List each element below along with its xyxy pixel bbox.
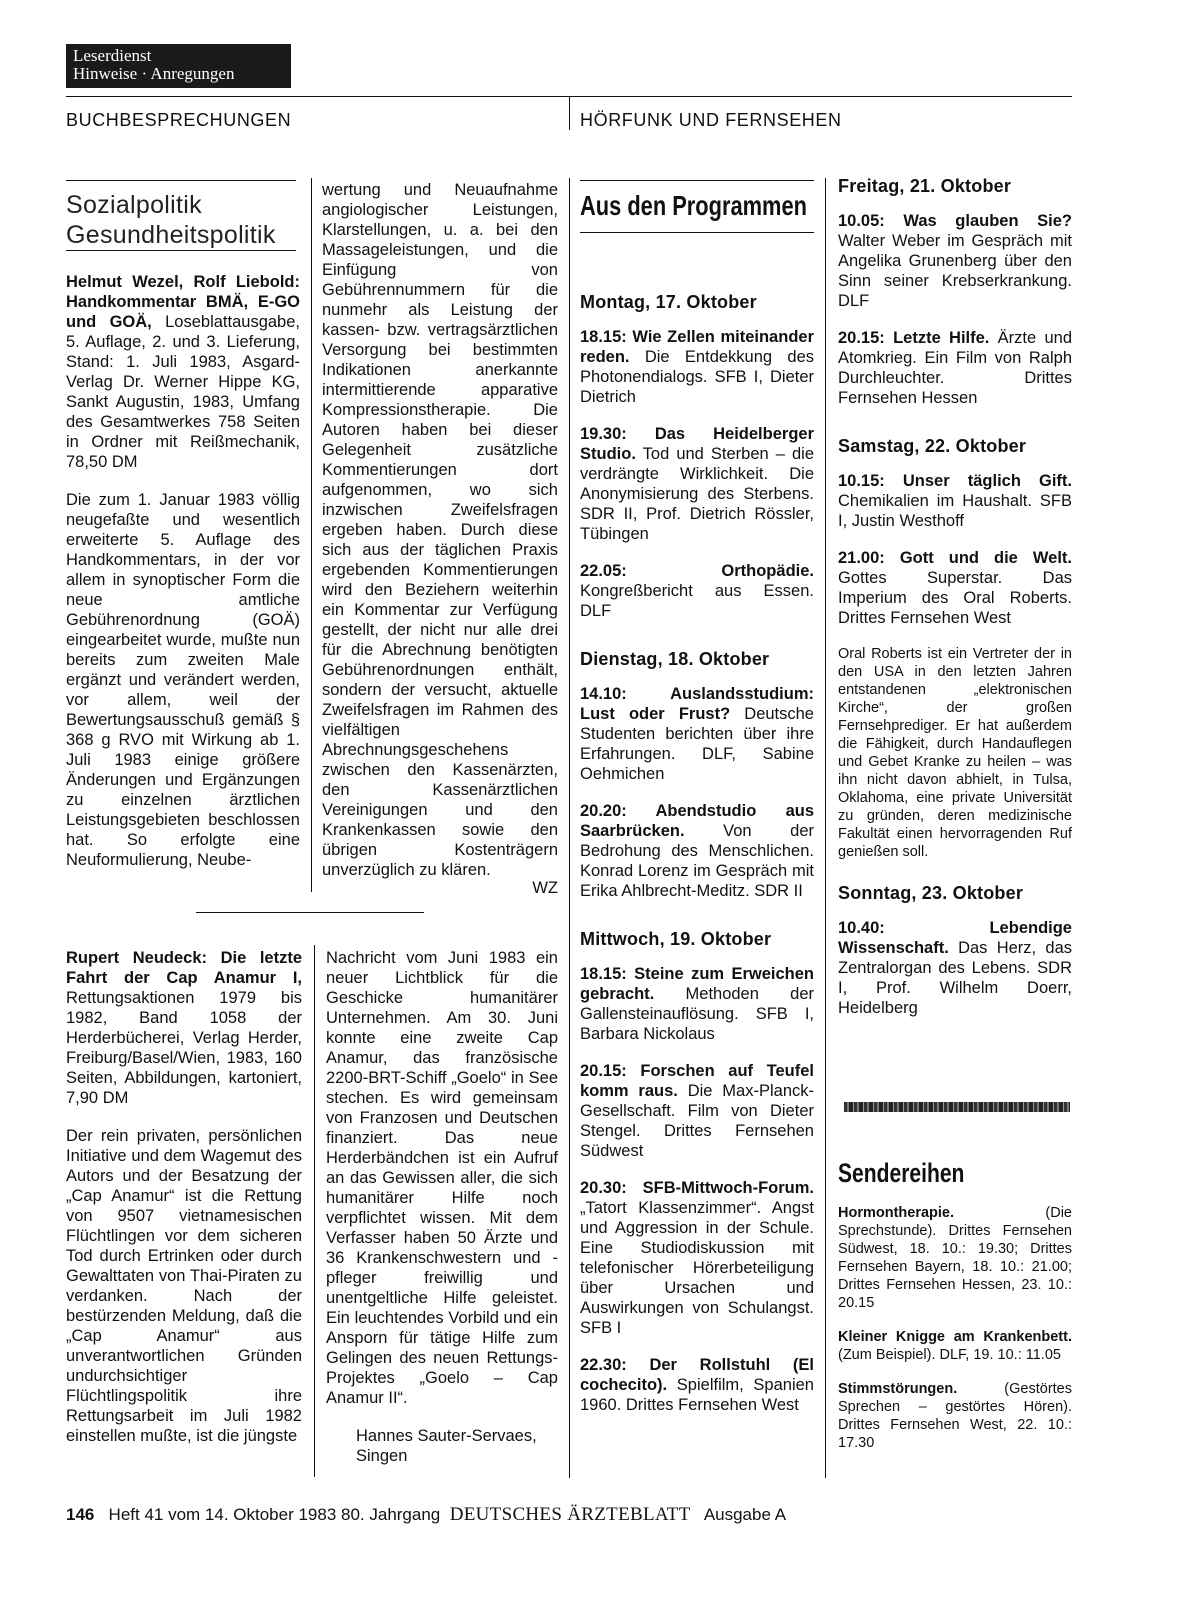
programme-entry	[580, 327, 814, 407]
review2-citation	[66, 948, 302, 1108]
review2-citation-rest: Rettungsaktionen 1979 bis 1982, Band 1058 der Herderbücherei, Verlag Herder, Freiburg/Basel/Wien, 1983, 160 Seiten, Abbildungen, kartoniert, 7,90 DM	[66, 989, 302, 1107]
programme-entry-text: Von der Bedrohung des Menschlichen. Konrad Lorenz im Gespräch mit Erika Ahlbrecht-Meditz. SDR II	[580, 822, 814, 900]
column-divider-review2	[314, 945, 315, 1477]
programme-entry-title: 14.10: Auslandsstudium: Lust oder Frust?	[580, 685, 814, 723]
review2-author-line1: Hannes Sauter-Servaes,	[356, 1427, 537, 1445]
column-divider-review1	[311, 178, 312, 892]
programme-entry	[580, 561, 814, 621]
programme-entry-title: 20.15: Letzte Hilfe.	[838, 329, 990, 347]
programme-entry	[580, 1355, 814, 1415]
day-heading: Freitag, 21. Oktober	[838, 176, 1012, 196]
programme-entry-title: 10.15: Unser täglich Gift.	[838, 472, 1072, 490]
series-item-text: (Die Sprechstunde). Drittes Fernsehen Südwest, 18. 10.: 19.30; Drittes Fernsehen Bayern, 18. 10.: 21.00; Drittes Fernsehen Hessen, 23. 10.: 20.15	[838, 1205, 1072, 1311]
series-ornament-bar	[844, 1102, 1070, 1112]
programmes-column2	[838, 176, 1072, 1035]
programme-entry-title: 18.15: Wie Zellen miteinander reden.	[580, 328, 814, 366]
programme-entry-text: Deutsche Studenten berichten über ihre Erfahrungen. DLF, Sabine Oehmichen	[580, 705, 814, 783]
programme-entry-text: Kongreßbericht aus Essen. DLF	[580, 582, 814, 620]
programme-entry	[838, 211, 1072, 311]
programme-entry-title: 18.15: Steine zum Erweichen gebracht.	[580, 965, 814, 1003]
series-item-text: (Gestörtes Sprechen – gestörtes Hören). Drittes Fernsehen West, 22. 10.: 17.30	[838, 1381, 1072, 1451]
programme-entry-text: Gottes Superstar. Das Imperium des Oral Roberts. Drittes Fernsehen West	[838, 569, 1072, 627]
programme-entry	[838, 471, 1072, 531]
programme-entry-sunday	[838, 918, 1072, 1018]
programme-entry-title: 20.15: Forschen auf Teufel komm raus.	[580, 1062, 814, 1100]
review1-heading	[66, 190, 306, 250]
programme-entry-text: Das Herz, das Zentralorgan des Lebens. SDR I, Prof. Wilhelm Doerr, Heidelberg	[838, 939, 1072, 1017]
programmes-top-rule	[580, 180, 814, 181]
programme-entry-text: Spielfilm, Spanien 1960. Drittes Fernsehen West	[580, 1376, 814, 1414]
badge-line2: Hinweise · Anregungen	[73, 64, 235, 83]
review2-author-line2: Singen	[356, 1447, 408, 1465]
programme-entry	[838, 328, 1072, 408]
programme-entry	[580, 801, 814, 901]
footer	[66, 1504, 786, 1526]
programme-entry	[580, 424, 814, 544]
day-heading-sunday: Sonntag, 23. Oktober	[838, 883, 1024, 903]
programme-entry-title: 22.05: Orthopädie.	[580, 562, 814, 580]
review1-body-col2: wertung und Neuaufnahme angiologischer Leistungen, Klarstellungen, u. a. bei den Massageleistungen, und die Einfügung von Gebührennummern für die nunmehr als Leistung der kassen- bzw. vertragsärztlichen Versorgung bei bestimmten Indikationen anerkannte intermittierende apparative Kompressionstherapie. Die Autoren haben bei dieser Gelegenheit zusätzliche Kommentierungen dort aufgenommen, wo sich inzwischen Zweifelsfragen ergeben haben. Durch diese sich aus der täglichen Praxis ergebenden Kommentierungen wird den Beziehern weiterhin ein Kommentar zur Verfügung gestellt, der nicht nur alle drei für die Abrechnung benötigten Gebührenordnungen enthält, sondern der versucht, aktuelle Zweifelsfragen im Rahmen des vielfältigen Abrechnungsgeschehens zwischen den Kassenärzten, den Kassenärztlichen Vereinigungen und den Krankenkassen sowie den übrigen Kostenträgern unverzüglich zu klären.	[322, 181, 558, 879]
programmes-column2-days	[838, 176, 1072, 628]
page-number: 146	[66, 1505, 95, 1524]
review-separator	[196, 912, 424, 913]
review2-column1	[66, 948, 302, 1464]
series-item	[838, 1204, 1072, 1312]
series-list	[838, 1204, 1072, 1468]
review1-citation-bold: Helmut Wezel, Rolf Liebold: Handkommentar BMÄ, E-GO und GOÄ,	[66, 273, 300, 331]
review1-column1	[66, 272, 300, 888]
programme-entry	[838, 548, 1072, 628]
issue-info: Heft 41 vom 14. Oktober 1983 80. Jahrgang	[108, 1505, 441, 1524]
leserdienst-badge	[66, 44, 291, 88]
section-title-left: BUCHBESPRECHUNGEN	[66, 110, 292, 130]
programme-entry	[580, 684, 814, 784]
programme-entry-title: 21.00: Gott und die Welt.	[838, 549, 1072, 567]
programme-entry-text: Die Max-Planck-Gesellschaft. Film von Dieter Stengel. Drittes Fernsehen Südwest	[580, 1082, 814, 1160]
review2-body-col2: Nachricht vom Juni 1983 ein neuer Lichtblick für die Geschicke humanitärer Unternehmen. Am 30. Juni konnte eine zweite Cap Anamur, das französische 2200-BRT-Schiff „Goelo“ in See stechen. Es wird gemeinsam von Franzosen und Deutschen finanziert. Das neue Herderbändchen ist ein Aufruf an das Gewissen aller, die sich humanitärer Hilfe noch verpflichtet wissen. Mit dem Verfasser haben 50 Ärzte und 36 Krankenschwestern und -pfleger freiwillig und unentgeltliche Hilfe geleistet. Ein leuchtendes Vorbild und ein Ansporn für tätige Hilfe zum Gelingen des neuen Rettungs-Projektes „Goelo – Cap Anamur II“.	[326, 949, 558, 1407]
review1-heading-rule	[66, 250, 296, 251]
series-item-text: (Zum Beispiel). DLF, 19. 10.: 11.05	[838, 1347, 1061, 1363]
series-heading: Sendereihen	[838, 1158, 965, 1188]
programme-entry-title: 10.40: Lebendige Wissenschaft.	[838, 919, 1072, 957]
programme-entry-title: 10.05: Was glauben Sie?	[838, 212, 1072, 230]
oral-roberts-note: Oral Roberts ist ein Vertreter der in den USA in den letzten Jahren entstandenen „elektronischen Kirche“, der großen Fernsehprediger. Er hat außerdem die Fähigkeit, durch Handauflegen und Gebet Kranke zu heilen – was ihn nicht davon abhielt, in Tulsa, Oklahoma, eine private Universität zu gründen, deren medizinische Fakultät einen hervorragenden Ruf genießen soll.	[838, 646, 1072, 860]
series-item	[838, 1380, 1072, 1452]
programme-entry	[580, 1178, 814, 1338]
series-item	[838, 1328, 1072, 1364]
column-divider-main	[569, 178, 570, 1478]
review1-citation-rest: Loseblattausgabe, 5. Auflage, 2. und 3. Lieferung, Stand: 1. Juli 1983, Asgard-Verlag Dr. Werner Hippe KG, Sankt Augustin, 1983, Umfang des Gesamtwerkes 758 Seiten in Ordner mit Reißmechanik, 78,50 DM	[66, 313, 300, 471]
programmes-heading-rule	[580, 232, 814, 233]
day-heading: Mittwoch, 19. Oktober	[580, 929, 772, 949]
magazine-title: DEUTSCHES ÄRZTEBLATT	[449, 1504, 691, 1525]
programme-entry-title: 22.30: Der Rollstuhl (El cochecito).	[580, 1356, 814, 1394]
review1-column2	[322, 180, 558, 898]
programme-entry-text: Ärzte und Atomkrieg. Ein Film von Ralph Durchleuchter. Drittes Fernsehen Hessen	[838, 329, 1072, 407]
programme-entry-title: 20.20: Abendstudio aus Saarbrücken.	[580, 802, 814, 840]
series-item-title: Stimmstörungen.	[838, 1381, 958, 1397]
review2-body-col1: Der rein privaten, persönlichen Initiative und dem Wagemut des Autors und der Besatzung der „Cap Anamur“ ist die Rettung von 9507 vietnamesischen Flüchtlingen vor dem sicheren Tod durch Ertrinken oder durch Gewalttaten von Thai-Piraten zu verdanken. Nach der bestürzenden Meldung, daß die „Cap Anamur“ aus unverantwortlichen Gründen undurchsichtiger Flüchtlingspolitik ihre Rettungsarbeit im Juli 1982 einstellen mußte, ist die jüngste	[66, 1127, 302, 1445]
programmes-heading: Aus den Programmen	[580, 190, 807, 221]
column-divider-programmes	[825, 178, 826, 1478]
day-heading: Samstag, 22. Oktober	[838, 436, 1027, 456]
edition: Ausgabe A	[703, 1505, 787, 1524]
review1-heading-line2: Gesundheitspolitik	[66, 221, 276, 249]
programme-entry-title: 19.30: Das Heidelberger Studio.	[580, 425, 814, 463]
review2-column2	[326, 948, 558, 1466]
badge-line1: Leserdienst	[73, 46, 152, 65]
programme-entry-text: Methoden der Gallensteinauflösung. SFB I, Barbara Nickolaus	[580, 985, 814, 1043]
review1-top-rule	[66, 180, 296, 181]
section-divider-top	[569, 96, 570, 130]
section-title-right: HÖRFUNK UND FERNSEHEN	[580, 110, 842, 130]
programme-entry	[580, 1061, 814, 1161]
programme-entry-text: Die Entdekkung des Photonendialogs. SFB I, Dieter Dietrich	[580, 348, 814, 406]
review2-author	[326, 1426, 558, 1466]
programmes-column1	[580, 292, 814, 1432]
review1-signature: WZ	[532, 879, 558, 897]
programme-entry-text: Walter Weber im Gespräch mit Angelika Grunenberg über den Sinn seiner Krebserkrankung. DLF	[838, 232, 1072, 310]
review1-body-col1: Die zum 1. Januar 1983 völlig neugefaßte und wesentlich erweiterte 5. Auflage des Handkommentars, in der vor allem in synoptischer Form die neue amtliche Gebührenordnung (GOÄ) eingearbeitet wurde, mußte nun bereits zum zweiten Male ergänzt und verändert werden, vor allem, weil der Bewertungsausschuß gemäß § 368 g RVO mit Wirkung ab 1. Juli 1983 einige größere Änderungen und Ergänzungen zu einzelnen ärztlichen Leistungsgebieten beschlossen hat. So erfolgte eine Neuformulierung, Neube-	[66, 491, 300, 869]
programme-entry-text: Chemikalien im Haushalt. SFB I, Justin Westhoff	[838, 492, 1072, 530]
programme-entry-text: Tod und Sterben – die verdrängte Wirklichkeit. Die Anonymisierung des Sterbens. SDR II, Prof. Dietrich Rössler, Tübingen	[580, 445, 814, 543]
programme-entry	[580, 964, 814, 1044]
series-item-title: Kleiner Knigge am Krankenbett.	[838, 1329, 1072, 1345]
series-item-title: Hormontherapie.	[838, 1205, 955, 1221]
day-heading: Dienstag, 18. Oktober	[580, 649, 770, 669]
review1-heading-line1: Sozialpolitik	[66, 191, 202, 219]
review1-citation	[66, 272, 300, 472]
programme-entry-text: „Tatort Klassenzimmer“. Angst und Aggression in der Schule. Eine Studiodiskussion mit telefonischer Hörerbeteiligung über Ursachen und Auswirkungen von Schulangst. SFB I	[580, 1199, 814, 1337]
review2-citation-bold: Rupert Neudeck: Die letzte Fahrt der Cap Anamur I,	[66, 949, 302, 987]
day-heading: Montag, 17. Oktober	[580, 292, 757, 312]
programme-entry-title: 20.30: SFB-Mittwoch-Forum.	[580, 1179, 814, 1197]
